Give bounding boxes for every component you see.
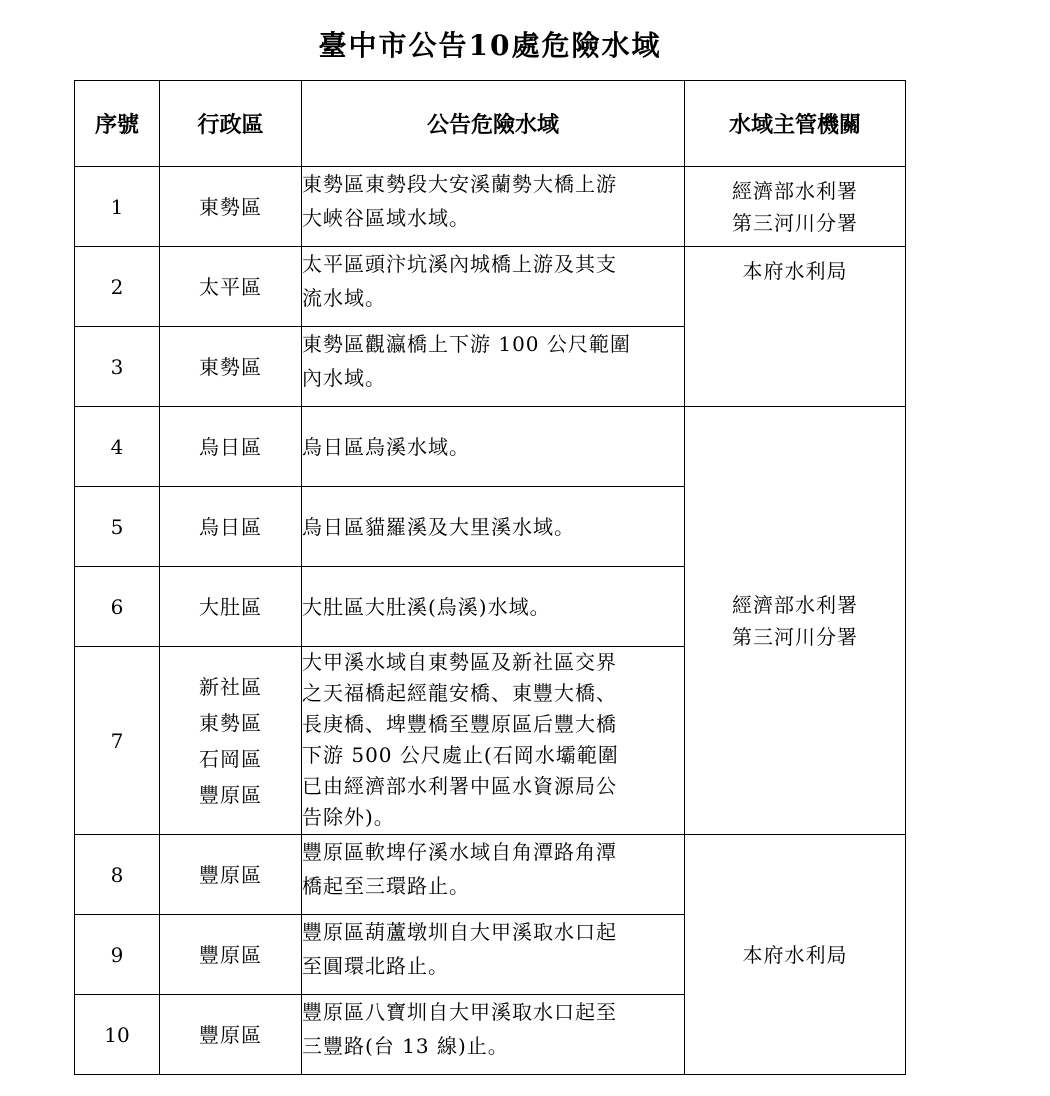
district-name: 豐原區 (199, 862, 262, 887)
district-name: 東勢區 (199, 194, 262, 219)
district-name: 烏日區 (199, 514, 262, 539)
dangerous-waters-table (74, 80, 906, 1075)
agency-line: 經濟部水利署 (732, 178, 858, 203)
area-line: 太平區頭汴坑溪內城橋上游及其支 (302, 252, 617, 276)
district-name: 大肚區 (199, 594, 262, 619)
header-agency: 水域主管機關 (685, 81, 906, 167)
seq-cell: 6 (75, 567, 160, 647)
district-cell (160, 647, 302, 835)
agency-line: 本府水利局 (742, 259, 848, 283)
area-line: 豐原區八寶圳自大甲溪取水口起至 (302, 1000, 617, 1024)
area-cell (302, 247, 685, 327)
header-district: 行政區 (160, 81, 302, 167)
area-cell (302, 915, 685, 995)
table-row (75, 835, 906, 915)
agency-line: 經濟部水利署 (732, 592, 858, 617)
area-cell (302, 835, 685, 915)
area-line: 之天福橋起經龍安橋、東豐大橋、 (302, 681, 617, 705)
area-cell (302, 647, 685, 835)
agency-cell (685, 247, 906, 407)
seq-cell: 7 (75, 647, 160, 835)
area-cell (302, 167, 685, 247)
district-cell (160, 995, 302, 1075)
district-name: 新社區 (199, 674, 262, 699)
district-name: 東勢區 (199, 710, 262, 735)
seq-cell: 9 (75, 915, 160, 995)
district-name: 豐原區 (199, 1022, 262, 1047)
district-cell (160, 915, 302, 995)
area-line: 大肚區大肚溪(烏溪)水域。 (302, 594, 551, 619)
area-line: 豐原區葫蘆墩圳自大甲溪取水口起 (302, 920, 617, 944)
header-seq: 序號 (75, 81, 160, 167)
district-cell (160, 167, 302, 247)
district-cell (160, 247, 302, 327)
area-line: 已由經濟部水利署中區水資源局公 (302, 774, 617, 798)
seq-cell: 5 (75, 487, 160, 567)
area-line: 烏日區貓羅溪及大里溪水域。 (302, 514, 575, 539)
seq-cell: 4 (75, 407, 160, 487)
header-area: 公告危險水域 (302, 81, 685, 167)
agency-line: 第三河川分署 (732, 624, 858, 649)
district-cell (160, 835, 302, 915)
seq-cell: 8 (75, 835, 160, 915)
agency-cell (685, 835, 906, 1075)
agency-line: 本府水利局 (742, 942, 848, 967)
agency-line: 第三河川分署 (732, 210, 858, 235)
seq-cell: 3 (75, 327, 160, 407)
district-cell (160, 487, 302, 567)
table-row (75, 247, 906, 327)
district-name: 石岡區 (199, 746, 262, 771)
area-line: 橋起至三環路止。 (302, 874, 470, 898)
area-line: 下游 500 公尺處止(石岡水壩範圍 (302, 743, 619, 767)
agency-cell (685, 167, 906, 247)
area-line: 烏日區烏溪水域。 (302, 434, 470, 459)
area-cell (302, 407, 685, 487)
area-line: 大甲溪水域自東勢區及新社區交界 (302, 650, 617, 674)
area-line: 告除外)。 (302, 805, 395, 829)
area-cell (302, 567, 685, 647)
district-name: 烏日區 (199, 434, 262, 459)
area-line: 豐原區軟埤仔溪水域自角潭路角潭 (302, 840, 617, 864)
district-cell (160, 407, 302, 487)
district-cell (160, 327, 302, 407)
table-header-row (75, 81, 906, 167)
document-title: 臺中市公告10處危險水域 (318, 29, 662, 62)
area-line: 內水域。 (302, 366, 386, 390)
district-cell (160, 567, 302, 647)
area-line: 三豐路(台 13 線)止。 (302, 1034, 509, 1058)
area-cell (302, 487, 685, 567)
district-name: 東勢區 (199, 354, 262, 379)
table-row (75, 167, 906, 247)
area-line: 至圓環北路止。 (302, 954, 449, 978)
area-line: 流水域。 (302, 286, 386, 310)
area-line: 大峽谷區域水域。 (302, 206, 470, 230)
table-row (75, 407, 906, 487)
seq-cell: 2 (75, 247, 160, 327)
area-line: 長庚橋、埤豐橋至豐原區后豐大橋 (302, 712, 617, 736)
area-line: 東勢區觀瀛橋上下游 100 公尺範圍 (302, 332, 631, 356)
seq-cell: 1 (75, 167, 160, 247)
area-line: 東勢區東勢段大安溪蘭勢大橋上游 (302, 172, 617, 196)
area-cell (302, 327, 685, 407)
district-name: 豐原區 (199, 782, 262, 807)
area-cell (302, 995, 685, 1075)
seq-cell: 10 (75, 995, 160, 1075)
district-name: 太平區 (199, 274, 262, 299)
district-name: 豐原區 (199, 942, 262, 967)
agency-cell (685, 407, 906, 835)
